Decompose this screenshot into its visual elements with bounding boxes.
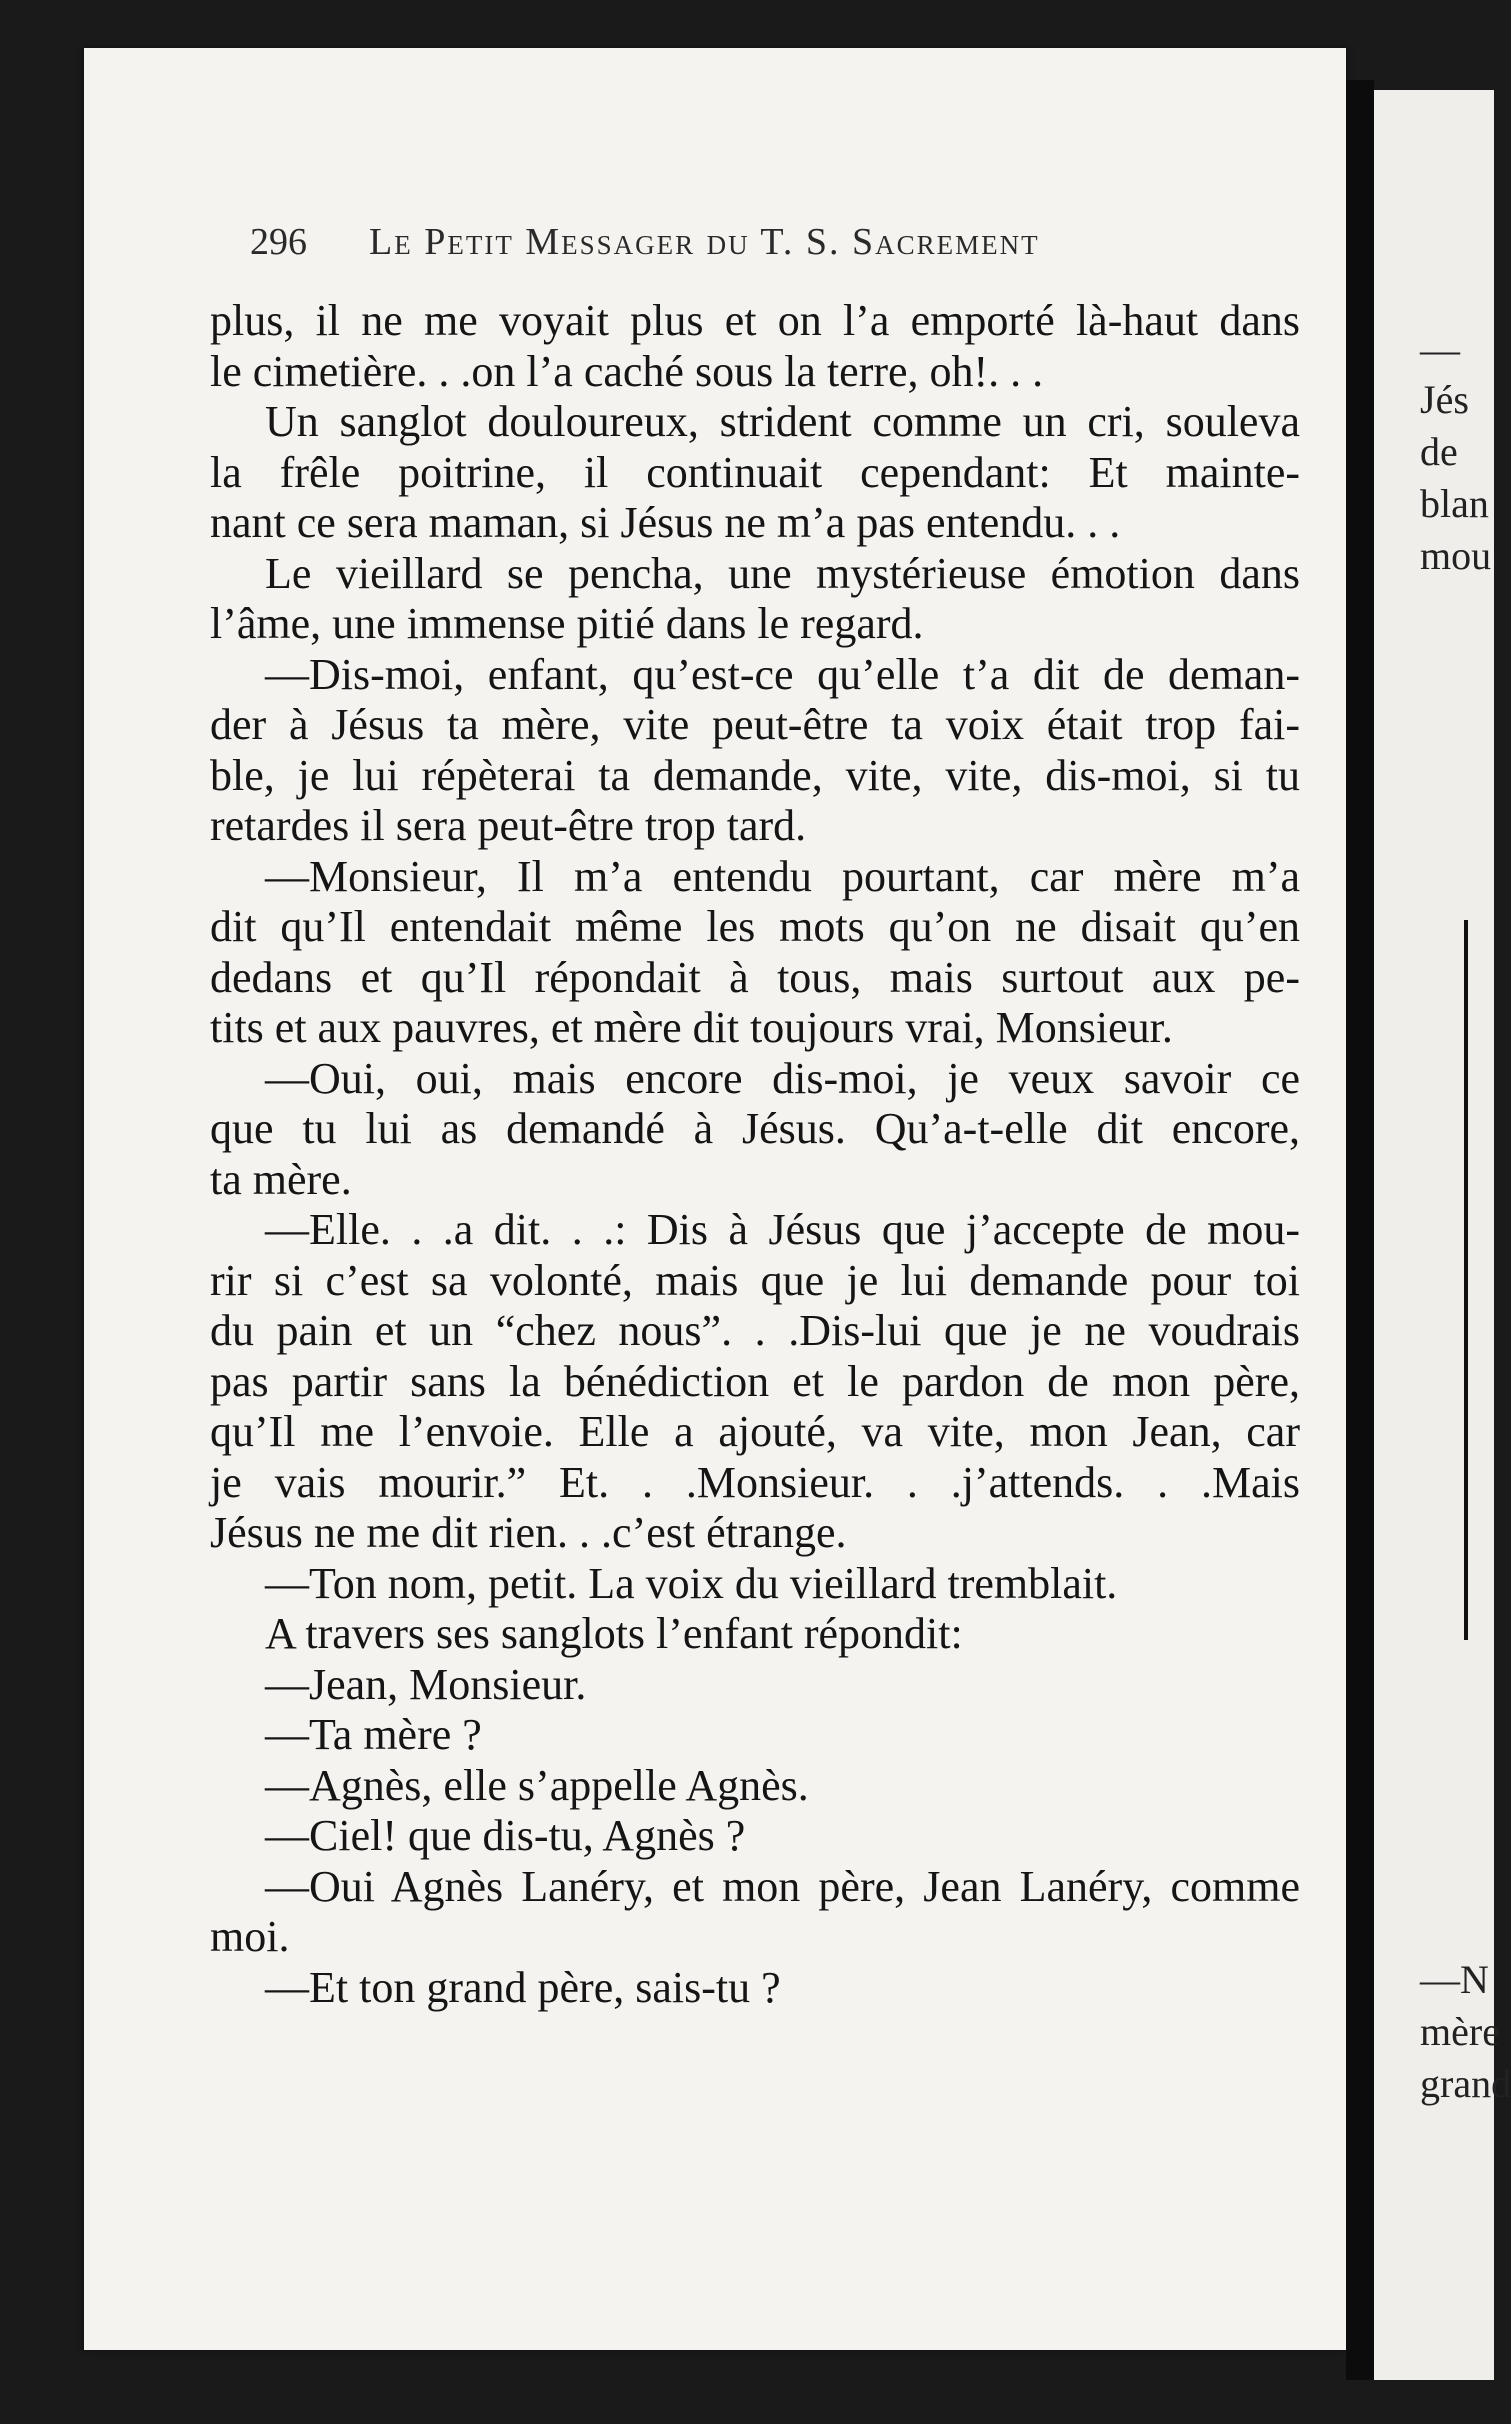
- text-line: —Elle. . .a dit. . .: Dis à Jésus que j’accepte de mou-: [265, 1205, 1300, 1254]
- text-line: Jésus ne me dit rien. . .c’est étrange.: [210, 1508, 847, 1557]
- facing-page-rule: [1464, 920, 1468, 1640]
- text-line: du pain et un “chez nous”. . .Dis-lui que je ne voudrais: [210, 1306, 1300, 1355]
- text-line: dedans et qu’Il répondait à tous, mais surtout aux pe-: [210, 952, 1300, 1002]
- text-line: dit qu’Il entendait même les mots qu’on ne disait qu’en: [210, 902, 1300, 951]
- text-line: la frêle poitrine, il continuait cependant: Et mainte-: [210, 447, 1300, 497]
- text-line: ble, je lui répèterai ta demande, vite, vite, dis-moi, si tu: [210, 750, 1300, 800]
- running-head: [250, 220, 1040, 264]
- facing-page-text: blan: [1420, 481, 1489, 526]
- facing-page-text: mou: [1420, 533, 1492, 578]
- text-line: qu’Il me l’envoie. Elle a ajouté, va vite, mon Jean, car: [210, 1407, 1300, 1456]
- text-line: —Ciel! que dis-tu, Agnès ?: [265, 1811, 746, 1860]
- text-line: —Dis-moi, enfant, qu’est-ce qu’elle t’a dit de deman-: [265, 649, 1300, 699]
- facing-page-text: —: [1420, 327, 1460, 372]
- text-line: plus, il ne me voyait plus et on l’a emporté là-haut dans: [210, 296, 1300, 345]
- text-line: —Monsieur, Il m’a entendu pourtant, car mère m’a: [265, 851, 1300, 901]
- text-line: retardes il sera peut-être trop tard.: [210, 801, 807, 850]
- text-line: A travers ses sanglots l’enfant répondit:: [265, 1609, 963, 1658]
- text-line: —Ta mère ?: [265, 1710, 482, 1759]
- text-line: —Ton nom, petit. La voix du vieillard tremblait.: [265, 1558, 1118, 1608]
- text-line: rir si c’est sa volonté, mais que je lui demande pour toi: [210, 1255, 1300, 1305]
- running-title: Le Petit Messager du T. S. Sacrement: [369, 221, 1040, 263]
- text-line: Le vieillard se pencha, une mystérieuse émotion dans: [265, 548, 1300, 598]
- facing-page-text: —N: [1420, 1957, 1489, 2002]
- text-line: pas partir sans la bénédiction et le pardon de mon père,: [210, 1356, 1300, 1406]
- text-line: ta mère.: [210, 1154, 352, 1204]
- text-line: der à Jésus ta mère, vite peut-être ta voix était trop fai-: [210, 700, 1300, 749]
- text-line: Un sanglot douloureux, strident comme un cri, souleva: [265, 397, 1300, 446]
- facing-page-text: grand: [1420, 2061, 1511, 2106]
- facing-page-text: Jés: [1420, 377, 1469, 422]
- text-line: —Oui, oui, mais encore dis-moi, je veux savoir ce: [265, 1053, 1300, 1103]
- text-line: le cimetière. . .on l’a caché sous la terre, oh!. . .: [210, 346, 1044, 396]
- page-number: 296: [250, 221, 307, 263]
- text-line: je vais mourir.” Et. . .Monsieur. . .j’attends. . .Mais: [210, 1457, 1300, 1507]
- text-line: —Agnès, elle s’appelle Agnès.: [265, 1760, 809, 1810]
- text-line: nant ce sera maman, si Jésus ne m’a pas entendu. . .: [210, 498, 1121, 547]
- page-gutter: [1346, 80, 1374, 2380]
- text-line: —Oui Agnès Lanéry, et mon père, Jean Lanéry, comme: [265, 1861, 1300, 1911]
- text-line: que tu lui as demandé à Jésus. Qu’a-t-elle dit encore,: [210, 1104, 1300, 1153]
- text-line: l’âme, une immense pitié dans le regard.: [210, 599, 924, 648]
- facing-page-text: mère: [1420, 2009, 1500, 2054]
- facing-page-edge: [1374, 90, 1511, 2380]
- text-line: moi.: [210, 1912, 290, 1961]
- text-line: tits et aux pauvres, et mère dit toujours vrai, Monsieur.: [210, 1003, 1173, 1052]
- facing-page-text: de: [1420, 429, 1458, 474]
- body-text: [210, 296, 1300, 2013]
- text-line: —Et ton grand père, sais-tu ?: [265, 1962, 781, 2012]
- text-line: —Jean, Monsieur.: [265, 1659, 587, 1709]
